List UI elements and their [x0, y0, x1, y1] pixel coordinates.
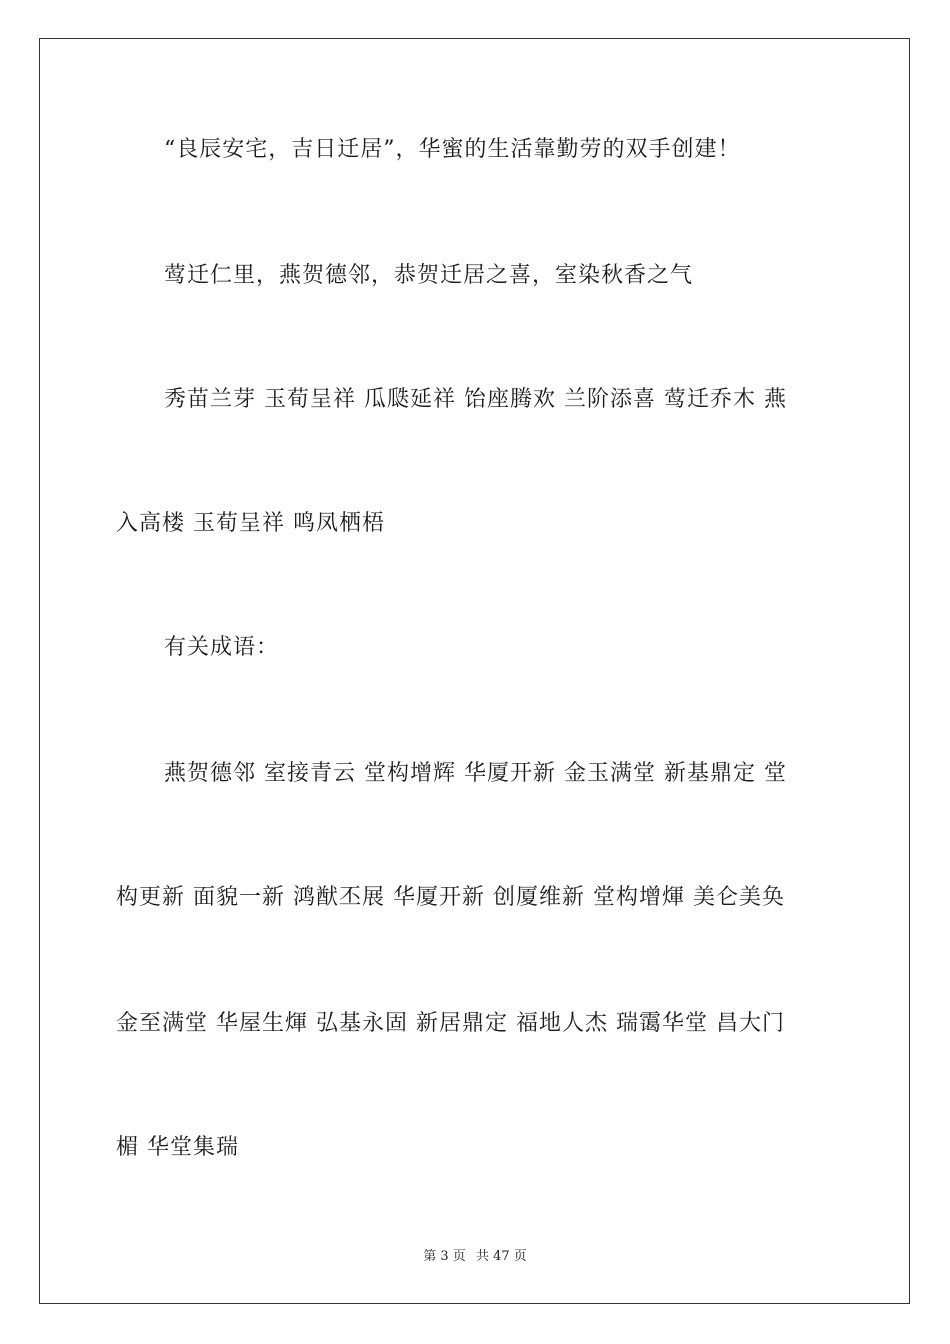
page-total: 共 47 页	[475, 1249, 527, 1264]
text-line-1: “良辰安宅，吉日迁居”，华蜜的生活靠勤劳的双手创建！	[164, 137, 741, 162]
text-line-5: 有关成语：	[164, 635, 280, 660]
page-number: 第 3 页	[423, 1249, 466, 1264]
text-line-7: 构更新 面貌一新 鸿猷丕展 华厦开新 创厦维新 堂构增煇 美仑美奂	[116, 885, 785, 910]
text-line-2: 莺迁仁里，燕贺德邻，恭贺迁居之喜，室染秋香之气	[164, 263, 694, 288]
text-line-9: 楣 华堂集瑞	[116, 1135, 239, 1160]
text-line-4: 入高楼 玉荀呈祥 鸣凤栖梧	[116, 511, 385, 536]
text-line-8: 金至满堂 华屋生煇 弘基永固 新居鼎定 福地人杰 瑞霭华堂 昌大门	[116, 1011, 785, 1036]
text-line-6: 燕贺德邻 室接青云 堂构增辉 华厦开新 金玉满堂 新基鼎定 堂	[164, 761, 787, 786]
text-line-3: 秀苗兰芽 玉荀呈祥 瓜瓞延祥 饴座腾欢 兰阶添喜 莺迁乔木 燕	[164, 387, 787, 412]
page-border	[39, 38, 910, 1304]
page-footer	[0, 1248, 950, 1266]
